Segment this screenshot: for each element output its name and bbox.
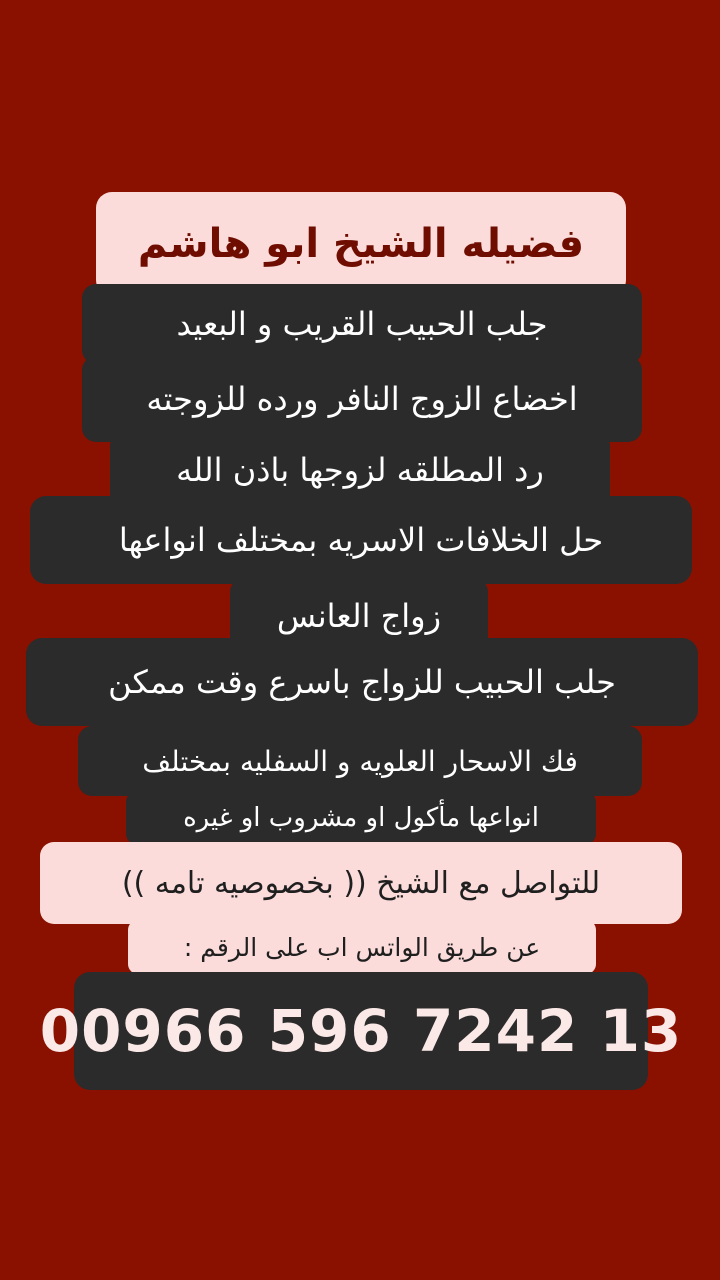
service-line-1: جلب الحبيب القريب و البعيد [82,284,642,364]
service-line-5: زواج العانس [230,578,488,654]
service-line-8: انواعها مأكول او مشروب او غيره [126,792,596,844]
service-line-6: جلب الحبيب للزواج باسرع وقت ممكن [26,638,698,726]
page-title: فضيله الشيخ ابو هاشم [96,192,626,296]
service-line-3: رد المطلقه لزوجها باذن الله [110,432,610,508]
service-line-4: حل الخلافات الاسريه بمختلف انواعها [30,496,692,584]
whatsapp-line: عن طريق الواتس اب على الرقم : [128,920,596,974]
contact-line: للتواصل مع الشيخ (( بخصوصيه تامه )) [40,842,682,924]
service-line-7: فك الاسحار العلويه و السفليه بمختلف [78,726,642,796]
service-line-2: اخضاع الزوج النافر ورده للزوجته [82,356,642,442]
phone-number[interactable]: 00966 596 7242 13 [74,972,648,1090]
